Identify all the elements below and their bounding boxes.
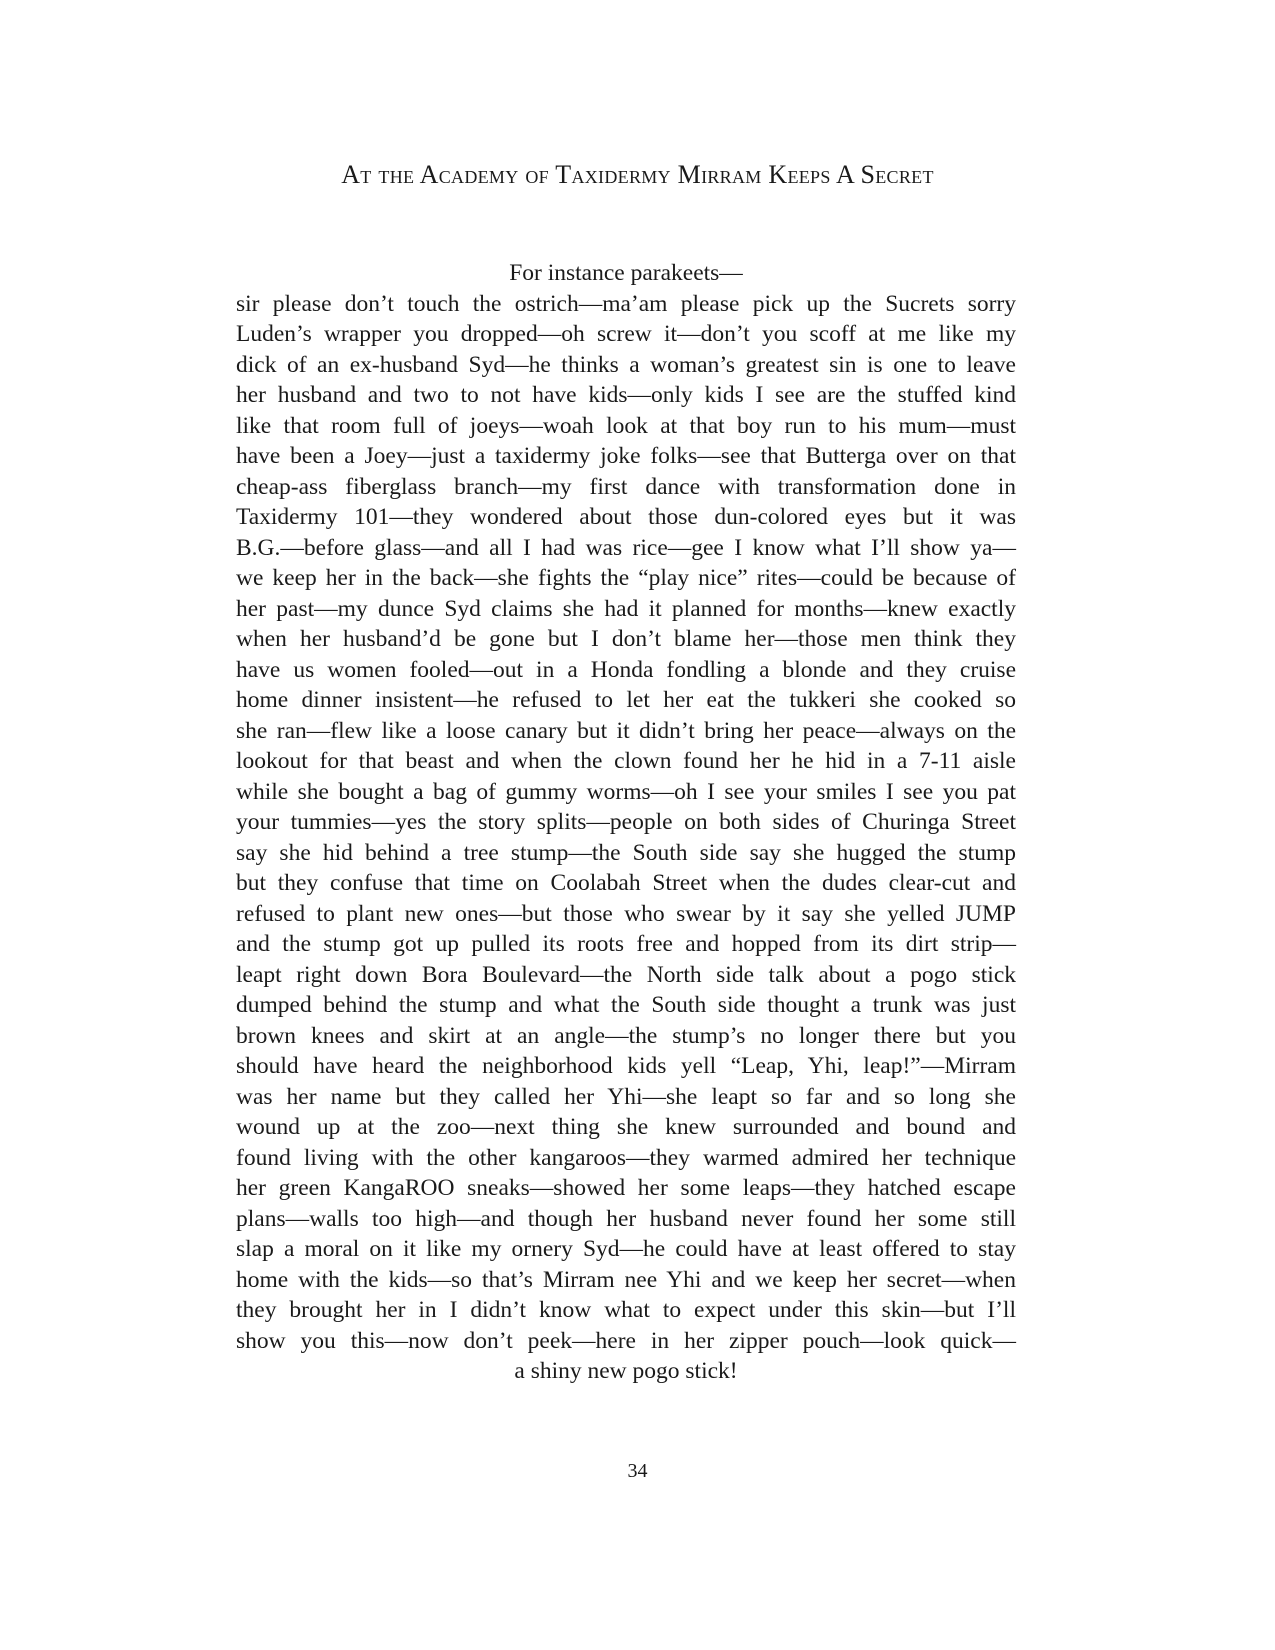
page-number: 34 [627, 1460, 648, 1482]
poem-line: when her husband’d be gone but I don’t blame her—those men think they [236, 626, 1016, 652]
poem-line: say she hid behind a tree stump—the South side say she hugged the stump [236, 839, 1016, 866]
poem-line: lookout for that beast and when the clown found her he hid in a 7-11 aisle [236, 748, 1016, 774]
poem-line: a shiny new pogo stick! [514, 1358, 738, 1384]
poem-line: they brought her in I didn’t know what to expect under this skin—but I’ll [236, 1297, 1016, 1323]
poem-line: her green KangaROO sneaks—showed her some leaps—they hatched escape [236, 1175, 1016, 1201]
poem-line: but they confuse that time on Coolabah Street when the dudes clear-cut and [236, 870, 1016, 896]
poem-line: B.G.—before glass—and all I had was rice—gee I know what I’ll show ya— [236, 534, 1016, 561]
poem-line: your tummies—yes the story splits—people on both sides of Churinga Street [236, 809, 1016, 835]
poem-line: while she bought a bag of gummy worms—oh I see your smiles I see you pat [236, 778, 1016, 805]
poem-line: home with the kids—so that’s Mirram nee Yhi and we keep her secret—when [236, 1266, 1016, 1293]
poem-line: like that room full of joeys—woah look at that boy run to his mum—must [236, 412, 1016, 439]
poem-line: show you this—now don’t peek—here in her zipper pouch—look quick— [236, 1327, 1016, 1354]
poem-line: wound up at the zoo—next thing she knew surrounded and bound and [236, 1114, 1016, 1140]
poem-line: found living with the other kangaroos—they warmed admired her technique [236, 1144, 1016, 1171]
poem-line: her husband and two to not have kids—only kids I see are the stuffed kind [236, 382, 1016, 408]
poem-line: her past—my dunce Syd claims she had it planned for months—knew exactly [236, 595, 1016, 622]
poem-line: have been a Joey—just a taxidermy joke folks—see that Butterga over on that [236, 443, 1016, 469]
poem-line: refused to plant new ones—but those who swear by it say she yelled JUMP [236, 900, 1016, 927]
poem-line: sir please don’t touch the ostrich—ma’am please pick up the Sucrets sorry [236, 290, 1016, 317]
poem-line: Taxidermy 101—they wondered about those dun-colored eyes but it was [236, 504, 1016, 530]
poem-line: should have heard the neighborhood kids yell “Leap, Yhi, leap!”—Mirram [236, 1053, 1016, 1079]
poem-line: home dinner insistent—he refused to let her eat the tukkeri she cooked so [236, 687, 1016, 713]
poem-title: At the Academy of Taxidermy Mirram Keeps A Secret [341, 160, 934, 189]
poem-line: brown knees and skirt at an angle—the stump’s no longer there but you [236, 1022, 1016, 1049]
poem-line: was her name but they called her Yhi—she leapt so far and so long she [236, 1083, 1016, 1110]
poem-line: and the stump got up pulled its roots free and hopped from its dirt strip— [236, 931, 1016, 957]
poem-line: plans—walls too high—and though her husband never found her some still [236, 1205, 1016, 1232]
poem-line: slap a moral on it like my ornery Syd—he could have at least offered to stay [236, 1236, 1016, 1262]
poem-line: dick of an ex-husband Syd—he thinks a woman’s greatest sin is one to leave [236, 351, 1016, 378]
poem-line: leapt right down Bora Boulevard—the North side talk about a pogo stick [236, 961, 1016, 988]
poem-line: cheap-ass fiberglass branch—my first dance with transformation done in [236, 473, 1016, 500]
poem-line: she ran—flew like a loose canary but it didn’t bring her peace—always on the [236, 717, 1016, 744]
poem-line: Luden’s wrapper you dropped—oh screw it—don’t you scoff at me like my [236, 321, 1016, 347]
poem-line: we keep her in the back—she fights the “play nice” rites—could be because of [236, 565, 1016, 591]
poem-line: For instance parakeets— [509, 260, 743, 286]
poem-line: have us women fooled—out in a Honda fondling a blonde and they cruise [236, 656, 1016, 683]
poem-body [236, 258, 1016, 1387]
poem-line: dumped behind the stump and what the South side thought a trunk was just [236, 992, 1016, 1018]
